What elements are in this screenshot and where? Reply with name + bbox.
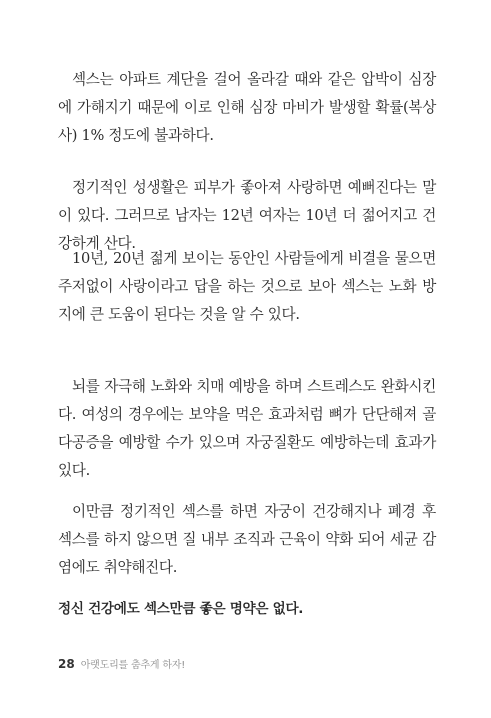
paragraph-anti-aging: [58, 245, 436, 329]
paragraph-heart-risk: [58, 66, 436, 150]
running-title: 아랫도리를 춤추게 하자!: [80, 660, 186, 671]
closing-statement: 정신 건강에도 섹스만큼 좋은 명약은 없다.: [58, 601, 304, 617]
paragraph-text: 뇌를 자극해 노화와 치매 예방을 하며 스트레스도 완화시킨다. 여성의 경우에는 보약을 먹은 효과처럼 뼈가 단단해져 골다공증을 예방할 수가 있으며 자궁질환도 예방하는데 효과가 있다.: [58, 378, 436, 479]
paragraph-text: 이만큼 정기적인 섹스를 하면 자궁이 건강해지나 폐경 후 섹스를 하지 않으면 질 내부 조직과 근육이 약화 되어 세균 감염에도 취약해진다.: [58, 503, 436, 576]
paragraph-text: 정기적인 성생활은 피부가 좋아져 사랑하면 예뻐진다는 말이 있다. 그러므로 남자는 12년 여자는 10년 더 젊어지고 건강하게 산다.: [58, 179, 436, 252]
paragraph-text: 10년, 20년 젊게 보이는 동안인 사람들에게 비결을 물으면 주저없이 사랑이라고 답을 하는 것으로 보아 섹스는 노화 방지에 큰 도움이 된다는 것을 알 수 있다.: [58, 250, 436, 323]
paragraph-menopause: [58, 498, 436, 582]
paragraph-text: 섹스는 아파트 계단을 걸어 올라갈 때와 같은 압박이 심장에 가해지기 때문에 이로 인해 심장 마비가 발생할 확률(복상사) 1% 정도에 불과하다.: [58, 71, 436, 144]
page-number: 28: [58, 657, 75, 671]
paragraph-brain-stress: [58, 373, 436, 485]
page-footer: [58, 656, 185, 676]
